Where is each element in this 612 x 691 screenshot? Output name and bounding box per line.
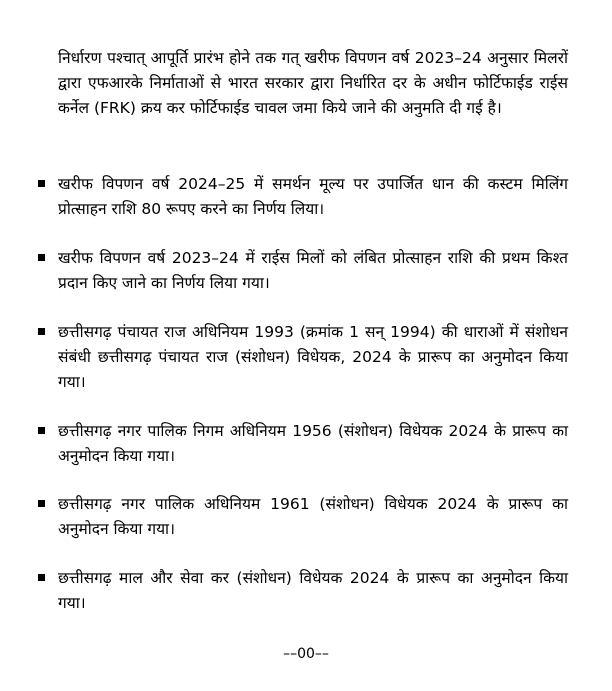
list-item: छत्तीसगढ़ नगर पालिक निगम अधिनियम 1956 (संशोधन) विधेयक 2024 के प्रारूप का अनुमोदन किया गया। [58, 422, 568, 465]
list-item: छत्तीसगढ़ माल और सेवा कर (संशोधन) विधेयक 2024 के प्रारूप का अनुमोदन किया गया। [58, 569, 568, 612]
list-item: खरीफ विपणन वर्ष 2023–24 में राईस मिलों को लंबित प्रोत्साहन राशि की प्रथम किश्त प्रदान किए जाने का निर्णय लिया गया। [58, 249, 568, 292]
list-item: छत्तीसगढ़ नगर पालिक अधिनियम 1961 (संशोधन) विधेयक 2024 के प्रारूप का अनुमोदन किया गया। [58, 495, 568, 538]
bullet-icon [38, 180, 45, 187]
list-item: खरीफ विपणन वर्ष 2024–25 में समर्थन मूल्य पर उपार्जित धान की कस्टम मिलिंग प्रोत्साहन राशि 80 रूपए करने का निर्णय लिया। [58, 175, 568, 218]
bullet-icon [38, 254, 45, 261]
page-footer-marker: ––00–– [283, 646, 329, 662]
bullet-icon [38, 328, 45, 335]
list-item: छत्तीसगढ़ पंचायत राज अधिनियम 1993 (क्रमांक 1 सन् 1994) की धाराओं में संशोधन संबंधी छत्तीसगढ़ पंचायत राज (संशोधन) विधेयक, 2024 के प्रारूप का अनुमोदन किया गया। [58, 323, 568, 391]
bullet-icon [38, 574, 45, 581]
intro-paragraph: निर्धारण पश्चात् आपूर्ति प्रारंभ होने तक गत् खरीफ विपणन वर्ष 2023–24 अनुसार मिलरों द्वारा एफआरके निर्माताओं से भारत सरकार द्वारा निर्धारित दर के अधीन फोर्टिफाईड राईस कर्नेल (FRK) क्रय कर फोर्टिफाईड चावल जमा किये जाने की अनुमति दी गई है। [58, 49, 568, 117]
bullet-icon [38, 500, 45, 507]
bullet-icon [38, 427, 45, 434]
